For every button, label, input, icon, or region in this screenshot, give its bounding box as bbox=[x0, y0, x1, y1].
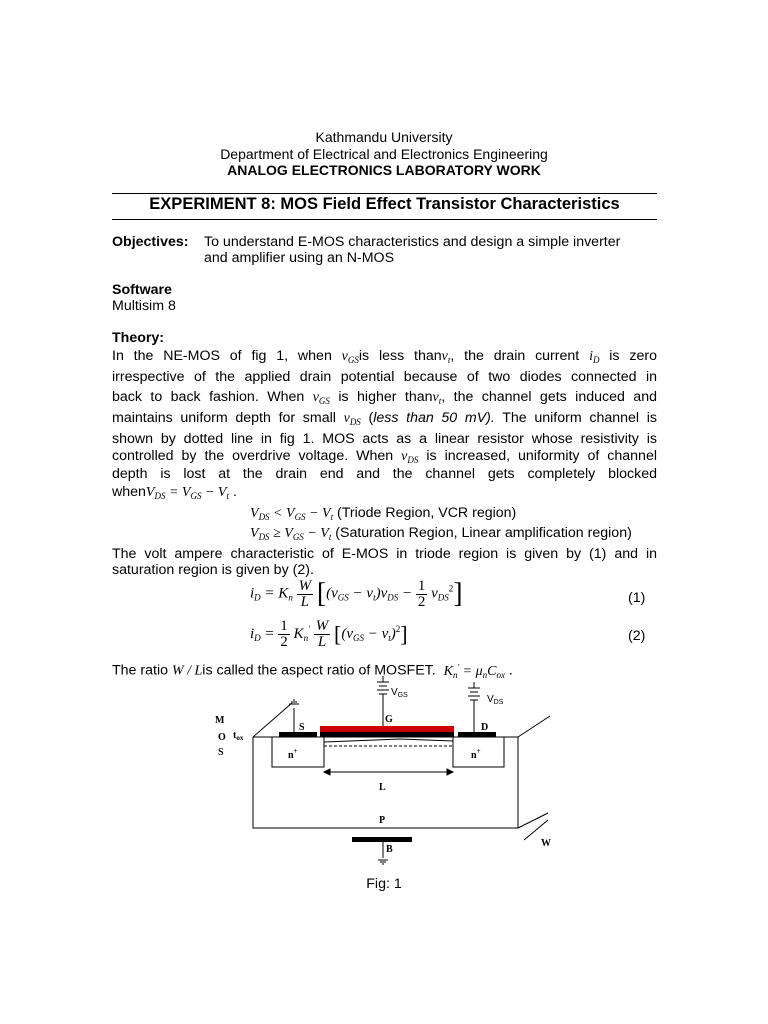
vgs-battery-icon bbox=[377, 676, 389, 698]
equation-2: $i_D$ = $\frac{1}{2}$ $K_n'$ $\frac{W}{L}$ $[(v_{GS} - v_t)^2]$ bbox=[250, 618, 408, 650]
substrate-label: P bbox=[379, 815, 386, 826]
length-label: L bbox=[379, 782, 386, 793]
equation-1: $i_D = K_n$ $\frac{W}{L}$ [$(v_{GS} - v_t)v_{DS}$ − $\frac{1}{2}$ $v_{DS}^2$] bbox=[250, 577, 463, 610]
theory-label: Theory: bbox=[112, 330, 165, 346]
objectives-label: Objectives: bbox=[112, 234, 189, 250]
gate-label: G bbox=[385, 714, 393, 725]
figure-caption: Fig: 1 bbox=[366, 876, 402, 892]
drain-label: D bbox=[481, 722, 489, 733]
mos-label-m: M bbox=[215, 715, 225, 726]
source-n-plus-label: n+ bbox=[288, 747, 298, 761]
theory-line-6: controlled by the overdrive voltage. When $v_{DS}$ is increased, uniformity of channel bbox=[112, 448, 657, 465]
vds-label: $V_{DS}$ bbox=[487, 694, 504, 706]
software-value: Multisim 8 bbox=[112, 298, 176, 314]
objectives-line-1: To understand E-MOS characteristics and design a simple inverter bbox=[204, 234, 621, 250]
source-ground-icon bbox=[289, 700, 299, 704]
vds-battery-icon bbox=[468, 682, 480, 708]
vgs-label: $V_{GS}$ bbox=[391, 687, 408, 699]
tox-label: $t_{ox}$ bbox=[233, 730, 244, 742]
saturation-condition: $V_{DS} \ge V_{GS} - V_t$ (Saturation Region, Linear amplification region) bbox=[250, 525, 632, 542]
width-label: W bbox=[541, 838, 551, 849]
source-label: S bbox=[299, 722, 305, 733]
perspective-right bbox=[518, 716, 550, 737]
perspective-left bbox=[253, 703, 292, 737]
objectives-line-2: and amplifier using an N-MOS bbox=[204, 250, 395, 266]
theory-line-4: maintains uniform depth for small $v_{DS}$ (less than 50 mV). The uniform channel is bbox=[112, 410, 657, 427]
theory-line-3: back to back fashion. When $v_{GS}$ is higher thanv$_t$, the channel gets induced and bbox=[112, 389, 657, 406]
experiment-title: EXPERIMENT 8: MOS Field Effect Transistor Characteristics bbox=[149, 195, 620, 213]
theory-line-10: saturation region is given by (2). bbox=[112, 562, 314, 578]
aspect-ratio-line: The ratio W / Lis called the aspect ratio of MOSFET. $K_n' = \mu_nC_{ox}$ . bbox=[112, 662, 513, 680]
drain-contact bbox=[458, 732, 496, 737]
mos-label-o: O bbox=[218, 732, 226, 743]
source-contact bbox=[279, 732, 317, 737]
body-label: B bbox=[386, 844, 393, 855]
software-label: Software bbox=[112, 282, 172, 298]
body-contact bbox=[352, 837, 412, 842]
theory-line-7: depth is lost at the drain end and the channel gets completely blocked bbox=[112, 466, 657, 482]
body-ground-icon bbox=[378, 860, 388, 864]
university-name: Kathmandu University bbox=[315, 129, 453, 145]
theory-line-1: In the NE-MOS of fig 1, when $v_{GS}is$ less thanv$_t$, the drain current $i_D$ is zero bbox=[112, 348, 657, 365]
triode-condition: $V_{DS} < V_{GS} - V_t$ (Triode Region, VCR region) bbox=[250, 505, 517, 522]
mos-label-s: S bbox=[218, 747, 224, 758]
channel-taper bbox=[324, 739, 453, 742]
equation-1-number: (1) bbox=[628, 590, 646, 606]
theory-line-5: shown by dotted line in fig 1. MOS acts as a linear resistor whose resistivity is bbox=[112, 431, 657, 447]
lab-title: ANALOG ELECTRONICS LABORATORY WORK bbox=[227, 162, 541, 178]
theory-line-9: The volt ampere characteristic of E-MOS in triode region is given by (1) and in bbox=[112, 546, 657, 562]
equation-2-number: (2) bbox=[628, 628, 646, 644]
department-name: Department of Electrical and Electronics Engineering bbox=[220, 146, 548, 162]
perspective-bottom bbox=[518, 813, 548, 828]
drain-n-plus-label: n+ bbox=[471, 747, 481, 761]
gate-metal bbox=[320, 726, 454, 732]
theory-line-8: whenV$_{DS}$ = $V_{GS} - V_t$ . bbox=[112, 484, 237, 501]
source-n-plus-region bbox=[272, 737, 324, 767]
theory-line-2: irrespective of the applied drain potential because of two diodes connected in bbox=[112, 369, 657, 385]
